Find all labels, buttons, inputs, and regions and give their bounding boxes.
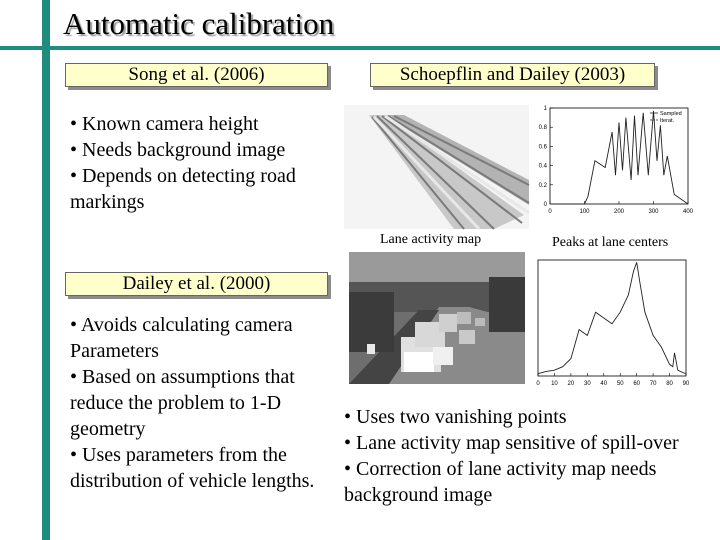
- bullet-line: • Uses two vanishing points: [344, 406, 567, 428]
- y-tick-label: 0.4: [538, 163, 547, 170]
- song-bullets: [70, 111, 296, 215]
- x-tick-label: 100: [579, 209, 590, 215]
- x-tick-label: 70: [649, 381, 657, 387]
- y-tick-label: 1: [543, 106, 547, 112]
- bullet-line: • Known camera height: [70, 113, 259, 135]
- tag-schoepflin: Schoepflin and Dailey (2003): [370, 63, 655, 87]
- bullet-line: • Based on assumptions that: [70, 366, 295, 388]
- y-tick-label: 0.6: [538, 144, 547, 151]
- bullet-line: • Avoids calculating camera: [70, 314, 293, 336]
- series-line: [538, 262, 686, 373]
- plot-frame: [538, 260, 686, 376]
- title-underline: [0, 46, 720, 50]
- caption-peaks: Peaks at lane centers: [552, 235, 669, 250]
- x-tick-label: 0: [548, 209, 552, 215]
- left-rail: [0, 0, 42, 540]
- lane-histogram-chart: [530, 252, 690, 387]
- x-tick-label: 10: [551, 381, 558, 387]
- x-tick-label: 300: [648, 209, 659, 215]
- bullet-line: • Uses parameters from the: [70, 444, 287, 466]
- slide-title: Automatic calibration: [63, 6, 335, 41]
- caption-lane-activity-map: Lane activity map: [380, 232, 482, 247]
- x-tick-label: 90: [682, 381, 690, 387]
- bullet-line: geometry: [70, 418, 146, 440]
- peaks-chart: [534, 104, 694, 234]
- y-tick-label: 0: [543, 202, 547, 208]
- bullet-line: • Depends on detecting road: [70, 165, 296, 187]
- bullet-line: distribution of vehicle lengths.: [70, 470, 315, 492]
- tag-song: Song et al. (2006): [65, 63, 328, 87]
- series-line: [550, 111, 688, 204]
- x-tick-label: 0: [536, 381, 540, 387]
- highway-traffic-photo: [349, 252, 525, 384]
- tag-dailey: Dailey et al. (2000): [65, 272, 328, 296]
- x-tick-label: 60: [633, 381, 641, 387]
- dailey-bullets: [70, 312, 314, 494]
- bullet-line: • Needs background image: [70, 139, 286, 161]
- x-tick-label: 400: [682, 209, 694, 215]
- bullet-line: • Lane activity map sensitive of spill-over: [344, 432, 679, 454]
- x-tick-label: 20: [567, 381, 575, 387]
- accent-rail: [42, 0, 50, 540]
- lane-activity-map-image: [344, 105, 529, 229]
- y-tick-label: 0.8: [538, 125, 547, 132]
- bullet-line: • Correction of lane activity map needs: [344, 458, 657, 480]
- x-tick-label: 40: [600, 381, 608, 387]
- bullet-line: background image: [344, 484, 493, 506]
- schoepflin-bullets: [344, 404, 679, 508]
- legend-label: Sampled: [660, 111, 682, 117]
- bullet-line: markings: [70, 191, 145, 213]
- x-tick-label: 200: [613, 209, 625, 215]
- bullet-line: reduce the problem to 1-D: [70, 392, 282, 414]
- x-tick-label: 80: [666, 381, 673, 387]
- x-tick-label: 30: [583, 381, 591, 387]
- y-tick-label: 0.2: [538, 182, 547, 189]
- x-tick-label: 50: [616, 381, 624, 387]
- bullet-line: Parameters: [70, 340, 159, 362]
- legend-label: Iterat.: [660, 118, 675, 124]
